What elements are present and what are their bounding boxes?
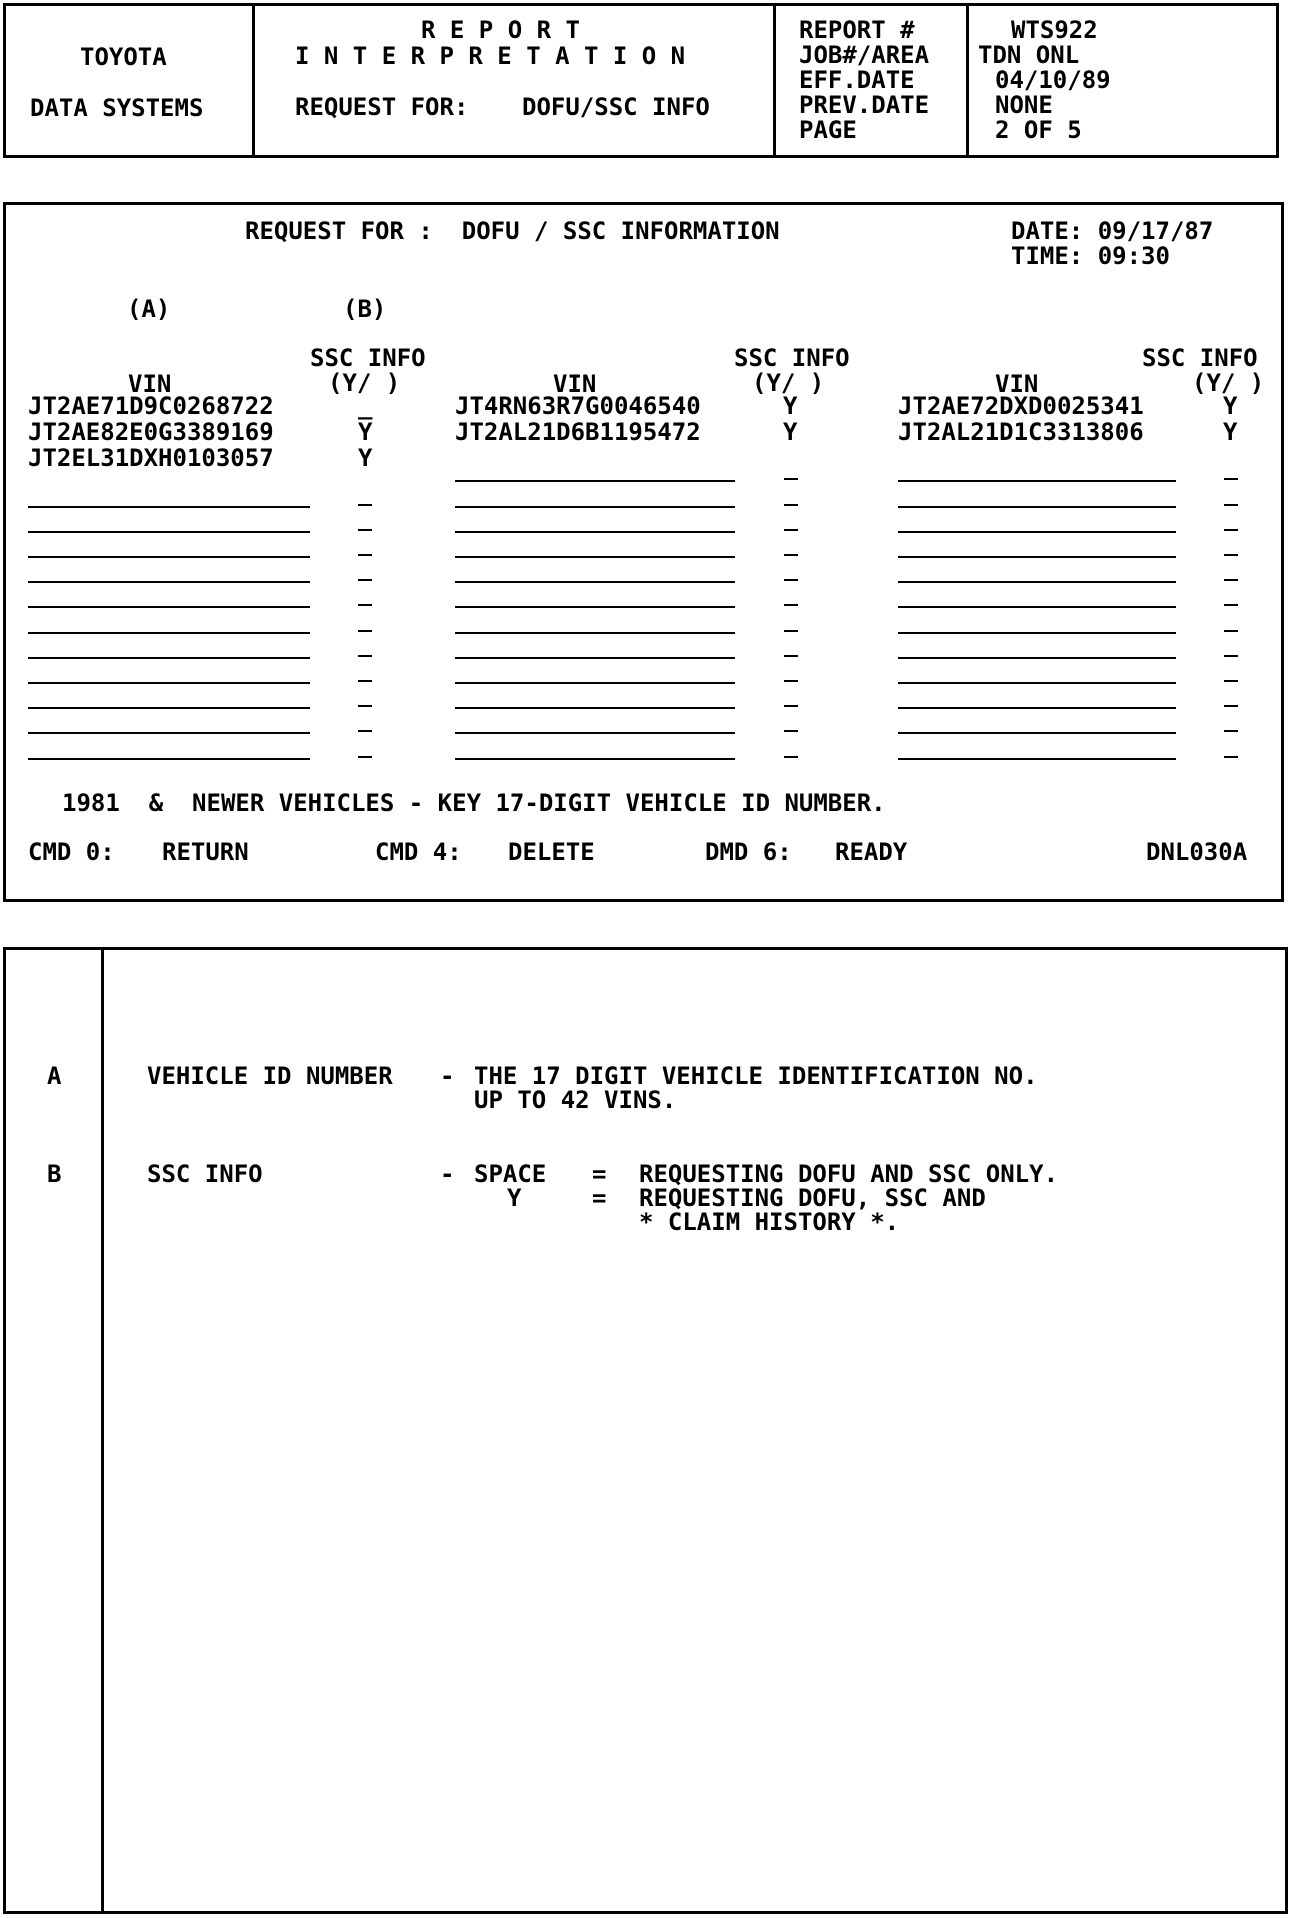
empty-vin-field[interactable] (455, 657, 735, 659)
cmd0-return-command[interactable]: RETURN (162, 838, 249, 866)
header-label-report-number: REPORT # (799, 16, 915, 44)
header-value-page: 2 OF 5 (995, 116, 1082, 144)
cmd6-ready-command[interactable]: READY (835, 838, 908, 866)
empty-vin-field[interactable] (28, 707, 310, 709)
company-name-line1: TOYOTA (80, 43, 167, 71)
header-label-prev-date: PREV.DATE (799, 91, 930, 119)
empty-ssc-flag-field[interactable] (1224, 756, 1238, 758)
header-value-job-area: TDN ONL (978, 41, 1080, 69)
column-a-marker: (A) (127, 295, 171, 323)
ssc-info-header: SSC INFO (310, 344, 426, 372)
empty-ssc-flag-field[interactable] (784, 705, 798, 707)
legend-key-a: A (47, 1062, 62, 1090)
legend-desc-a-1: THE 17 DIGIT VEHICLE IDENTIFICATION NO. (474, 1062, 1038, 1090)
empty-ssc-flag-field[interactable] (1224, 504, 1238, 506)
ssc-yn-header: (Y/ ) (328, 369, 401, 397)
vin-field[interactable]: JT4RN63R7G0046540 (455, 392, 701, 420)
empty-vin-field[interactable] (898, 480, 1176, 482)
ssc-info-header: SSC INFO (734, 344, 850, 372)
vin-header: VIN (128, 370, 172, 398)
empty-vin-field[interactable] (28, 581, 310, 583)
empty-vin-field[interactable] (455, 606, 735, 608)
empty-ssc-flag-field[interactable] (784, 680, 798, 682)
empty-ssc-flag-field[interactable] (1224, 730, 1238, 732)
legend-key-b: B (47, 1160, 62, 1188)
empty-ssc-flag-field[interactable] (784, 730, 798, 732)
empty-vin-field[interactable] (28, 556, 310, 558)
empty-ssc-flag-field[interactable] (358, 630, 372, 632)
ssc-flag-field[interactable]: _ (358, 392, 373, 420)
empty-ssc-flag-field[interactable] (1224, 554, 1238, 556)
empty-ssc-flag-field[interactable] (784, 604, 798, 606)
legend-desc-space: REQUESTING DOFU AND SSC ONLY. (639, 1160, 1059, 1188)
legend-desc-a-2: UP TO 42 VINS. (474, 1086, 677, 1114)
empty-ssc-flag-field[interactable] (784, 630, 798, 632)
vin-field[interactable]: JT2EL31DXH0103057 (28, 444, 274, 472)
ssc-flag-field[interactable]: Y (1223, 392, 1238, 420)
empty-vin-field[interactable] (898, 506, 1176, 508)
company-name-line2: DATA SYSTEMS (30, 94, 204, 122)
empty-ssc-flag-field[interactable] (1224, 529, 1238, 531)
request-for-label: REQUEST FOR: (295, 93, 469, 121)
vin-field[interactable]: JT2AL21D6B1195472 (455, 418, 701, 446)
empty-ssc-flag-field[interactable] (358, 529, 372, 531)
empty-ssc-flag-field[interactable] (1224, 579, 1238, 581)
screen-title: REQUEST FOR : DOFU / SSC INFORMATION (245, 217, 780, 245)
vin-header: VIN (553, 370, 597, 398)
empty-vin-field[interactable] (28, 682, 310, 684)
empty-ssc-flag-field[interactable] (358, 554, 372, 556)
header-divider (966, 3, 969, 158)
ssc-info-header: SSC INFO (1142, 344, 1258, 372)
empty-ssc-flag-field[interactable] (1224, 478, 1238, 480)
column-b-marker: (B) (343, 295, 387, 323)
cmd4-key: CMD 4: (375, 838, 462, 866)
empty-ssc-flag-field[interactable] (358, 504, 372, 506)
vin-header: VIN (995, 370, 1039, 398)
empty-vin-field[interactable] (455, 556, 735, 558)
empty-ssc-flag-field[interactable] (784, 655, 798, 657)
header-value-report-number: WTS922 (1011, 16, 1098, 44)
legend-dash-b: - (440, 1160, 455, 1188)
header-label-page: PAGE (799, 116, 857, 144)
vin-field[interactable]: JT2AL21D1C3313806 (898, 418, 1144, 446)
request-for-value: DOFU/SSC INFO (522, 93, 710, 121)
empty-ssc-flag-field[interactable] (358, 680, 372, 682)
legend-eq: = (592, 1160, 607, 1188)
ssc-flag-field[interactable]: Y (358, 418, 373, 446)
ssc-flag-field[interactable]: Y (783, 418, 798, 446)
empty-vin-field[interactable] (898, 606, 1176, 608)
ssc-yn-header: (Y/ ) (1192, 369, 1265, 397)
empty-vin-field[interactable] (28, 606, 310, 608)
vin-field[interactable]: JT2AE82E0G3389169 (28, 418, 274, 446)
ssc-flag-field[interactable]: Y (783, 392, 798, 420)
header-label-eff-date: EFF.DATE (799, 66, 915, 94)
empty-vin-field[interactable] (28, 758, 310, 760)
legend-eq: = (592, 1184, 607, 1212)
empty-ssc-flag-field[interactable] (784, 529, 798, 531)
legend-dash-a: - (440, 1062, 455, 1090)
empty-vin-field[interactable] (455, 732, 735, 734)
empty-vin-field[interactable] (898, 732, 1176, 734)
empty-ssc-flag-field[interactable] (1224, 680, 1238, 682)
header-divider (773, 3, 776, 158)
cmd0-key: CMD 0: (28, 838, 115, 866)
empty-vin-field[interactable] (898, 632, 1176, 634)
empty-ssc-flag-field[interactable] (784, 756, 798, 758)
empty-ssc-flag-field[interactable] (358, 730, 372, 732)
empty-vin-field[interactable] (898, 531, 1176, 533)
empty-vin-field[interactable] (898, 556, 1176, 558)
screen-time: TIME: 09:30 (1011, 242, 1170, 270)
empty-ssc-flag-field[interactable] (358, 655, 372, 657)
empty-vin-field[interactable] (455, 531, 735, 533)
header-value-prev-date: NONE (995, 91, 1053, 119)
legend-name-a: VEHICLE ID NUMBER (147, 1062, 393, 1090)
empty-ssc-flag-field[interactable] (358, 579, 372, 581)
screen-date: DATE: 09/17/87 (1011, 217, 1214, 245)
empty-ssc-flag-field[interactable] (1224, 705, 1238, 707)
empty-vin-field[interactable] (28, 506, 310, 508)
legend-divider (101, 947, 104, 1914)
ssc-flag-field[interactable]: Y (1223, 418, 1238, 446)
empty-ssc-flag-field[interactable] (358, 604, 372, 606)
ssc-yn-header: (Y/ ) (752, 369, 825, 397)
empty-vin-field[interactable] (455, 480, 735, 482)
cmd4-delete-command[interactable]: DELETE (508, 838, 595, 866)
empty-vin-field[interactable] (898, 682, 1176, 684)
header-label-job-area: JOB#/AREA (799, 41, 930, 69)
empty-ssc-flag-field[interactable] (784, 478, 798, 480)
ssc-flag-field[interactable]: Y (358, 444, 373, 472)
report-title-line2: I N T E R P R E T A T I O N (295, 42, 686, 70)
legend-desc-y-2: * CLAIM HISTORY *. (639, 1208, 900, 1236)
empty-ssc-flag-field[interactable] (1224, 630, 1238, 632)
vin-field[interactable]: JT2AE71D9C0268722 (28, 392, 274, 420)
empty-vin-field[interactable] (455, 758, 735, 760)
empty-vin-field[interactable] (28, 732, 310, 734)
header-divider (252, 3, 255, 158)
empty-ssc-flag-field[interactable] (784, 579, 798, 581)
empty-vin-field[interactable] (898, 581, 1176, 583)
empty-ssc-flag-field[interactable] (358, 756, 372, 758)
empty-vin-field[interactable] (455, 506, 735, 508)
screen-id: DNL030A (1146, 838, 1248, 866)
vin-entry-instruction: 1981 & NEWER VEHICLES - KEY 17-DIGIT VEHICLE ID NUMBER. (62, 789, 886, 817)
legend-name-b: SSC INFO (147, 1160, 263, 1188)
empty-vin-field[interactable] (455, 707, 735, 709)
empty-ssc-flag-field[interactable] (784, 504, 798, 506)
empty-ssc-flag-field[interactable] (358, 705, 372, 707)
empty-vin-field[interactable] (455, 682, 735, 684)
empty-vin-field[interactable] (28, 531, 310, 533)
empty-vin-field[interactable] (898, 657, 1176, 659)
empty-ssc-flag-field[interactable] (1224, 655, 1238, 657)
report-title-line1: R E P O R T (421, 16, 580, 44)
empty-vin-field[interactable] (898, 707, 1176, 709)
empty-vin-field[interactable] (28, 632, 310, 634)
empty-vin-field[interactable] (28, 657, 310, 659)
empty-ssc-flag-field[interactable] (1224, 604, 1238, 606)
empty-vin-field[interactable] (455, 581, 735, 583)
legend-option-y: Y (507, 1184, 522, 1212)
empty-vin-field[interactable] (898, 758, 1176, 760)
empty-vin-field[interactable] (455, 632, 735, 634)
empty-ssc-flag-field[interactable] (784, 554, 798, 556)
legend-option-space: SPACE (474, 1160, 547, 1188)
cmd6-key: DMD 6: (705, 838, 792, 866)
header-value-eff-date: 04/10/89 (995, 66, 1111, 94)
legend-desc-y-1: REQUESTING DOFU, SSC AND (639, 1184, 986, 1212)
vin-field[interactable]: JT2AE72DXD0025341 (898, 392, 1144, 420)
